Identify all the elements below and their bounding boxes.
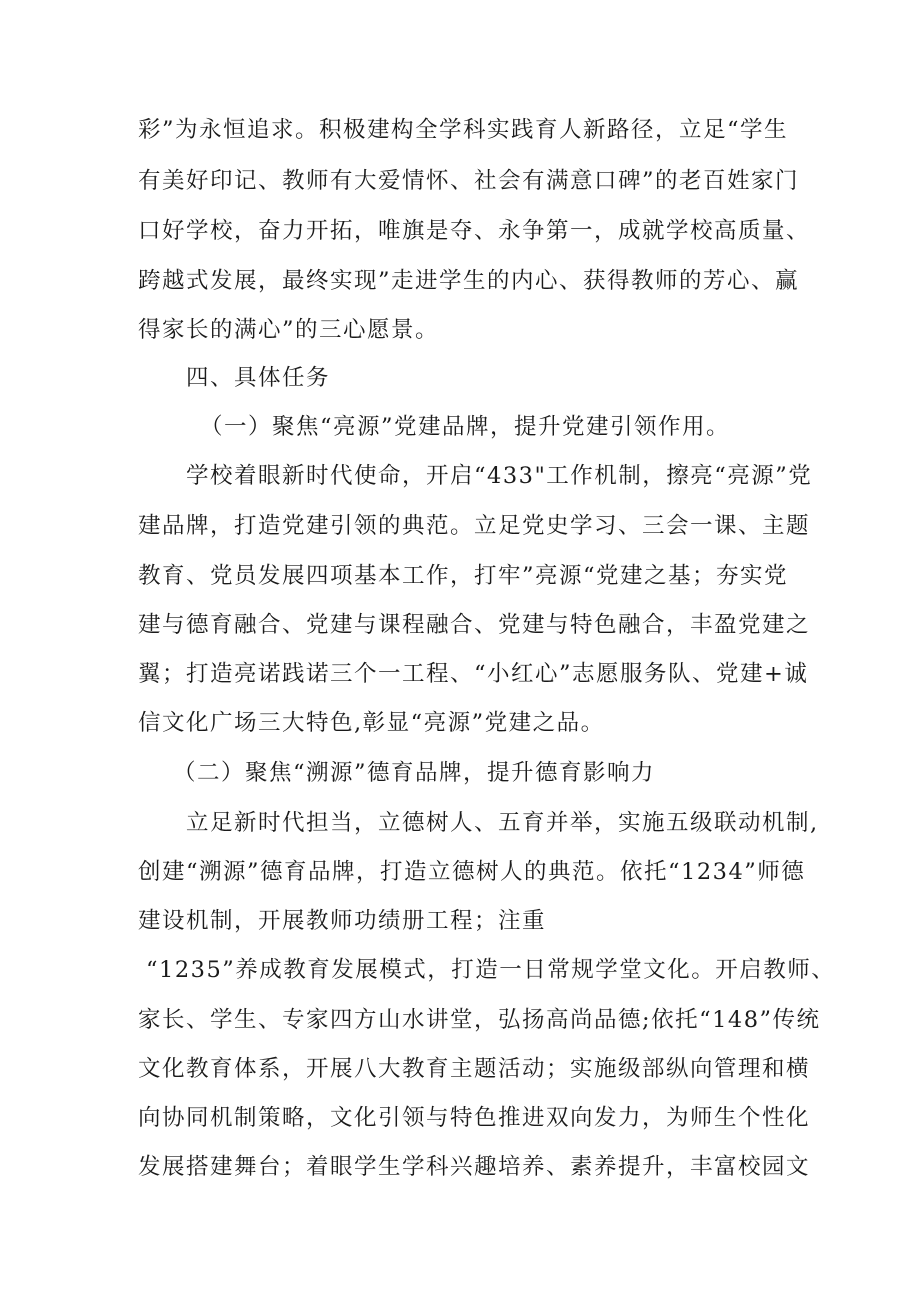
paragraph-line	[0, 511, 920, 541]
paragraph-text: 向协同机制策略，文化引领与特色推进双向发力，为师生个性化	[138, 1105, 811, 1131]
paragraph-line	[0, 1054, 920, 1084]
paragraph-text: 立足新时代担当，立德树人、五育并举，实施五级联动机制,	[186, 810, 819, 836]
paragraph-text: 彩”为永恒追求。积极建构全学科实践育人新路径，立足“学生	[138, 117, 789, 143]
paragraph-text: 翼；打造亮诺践诺三个一工程、“小红心”志愿服务队、党建+诚	[138, 661, 809, 687]
paragraph-line	[0, 166, 920, 196]
subheading-text: （二）聚焦“溯源”德育品牌，提升德育影响力	[173, 760, 656, 786]
paragraph-text: 发展搭建舞台；着眼学生学科兴趣培养、素养提升，丰富校园文	[138, 1154, 811, 1180]
paragraph-line	[0, 216, 920, 246]
paragraph-line	[0, 659, 920, 689]
paragraph-text: 家长、学生、专家四方山水讲堂，弘扬高尚品德;依托“148”传统	[138, 1007, 821, 1033]
paragraph-text: 有美好印记、教师有大爱情怀、社会有满意口碑”的老百姓家门	[138, 168, 800, 194]
paragraph-text: 信文化广场三大特色,彰显“亮源”党建之品。	[138, 710, 605, 736]
paragraph-text: 教育、党员发展四项基本工作，打牢”亮源“党建之基；夯实党	[138, 563, 789, 589]
paragraph-line	[0, 610, 920, 640]
section-heading-text: 四、具体任务	[186, 365, 331, 391]
section-heading	[0, 363, 920, 393]
paragraph-line	[0, 266, 920, 296]
paragraph-text: “1235”养成教育发展模式，打造一日常规学堂文化。开启教师、	[146, 957, 836, 983]
subheading	[0, 412, 920, 442]
subheading	[0, 758, 920, 788]
subheading-text: （一）聚焦“亮源”党建品牌，提升党建引领作用。	[200, 414, 731, 440]
paragraph-line	[0, 708, 920, 738]
paragraph-line	[0, 461, 920, 491]
paragraph-text: 文化教育体系，开展八大教育主题活动；实施级部纵向管理和横	[138, 1056, 811, 1082]
paragraph-line	[0, 955, 920, 985]
paragraph-line	[0, 315, 920, 345]
paragraph-line	[0, 561, 920, 591]
paragraph-text: 跨越式发展，最终实现”走进学生的内心、获得教师的芳心、赢	[138, 268, 800, 294]
paragraph-text: 学校着眼新时代使命，开启“433"工作机制，擦亮“亮源”党	[186, 463, 813, 489]
paragraph-line	[0, 1152, 920, 1182]
paragraph-line	[0, 906, 920, 936]
paragraph-line	[0, 857, 920, 887]
paragraph-line	[0, 1103, 920, 1133]
paragraph-text: 建与德育融合、党建与课程融合、党建与特色融合，丰盈党建之	[138, 612, 811, 638]
paragraph-line	[0, 115, 920, 145]
paragraph-text: 创建“溯源”德育品牌，打造立德树人的典范。依托“1234”师德	[138, 859, 806, 885]
paragraph-text: 建设机制，开展教师功绩册工程；注重	[138, 908, 547, 934]
paragraph-text: 建品牌，打造党建引领的典范。立足党史学习、三会一课、主题	[138, 513, 811, 539]
paragraph-text: 口好学校，奋力开拓，唯旗是夺、永争第一，成就学校高质量、	[138, 218, 811, 244]
paragraph-line	[0, 808, 920, 838]
paragraph-text: 得家长的满心”的三心愿景。	[138, 317, 440, 343]
paragraph-line	[0, 1005, 920, 1035]
